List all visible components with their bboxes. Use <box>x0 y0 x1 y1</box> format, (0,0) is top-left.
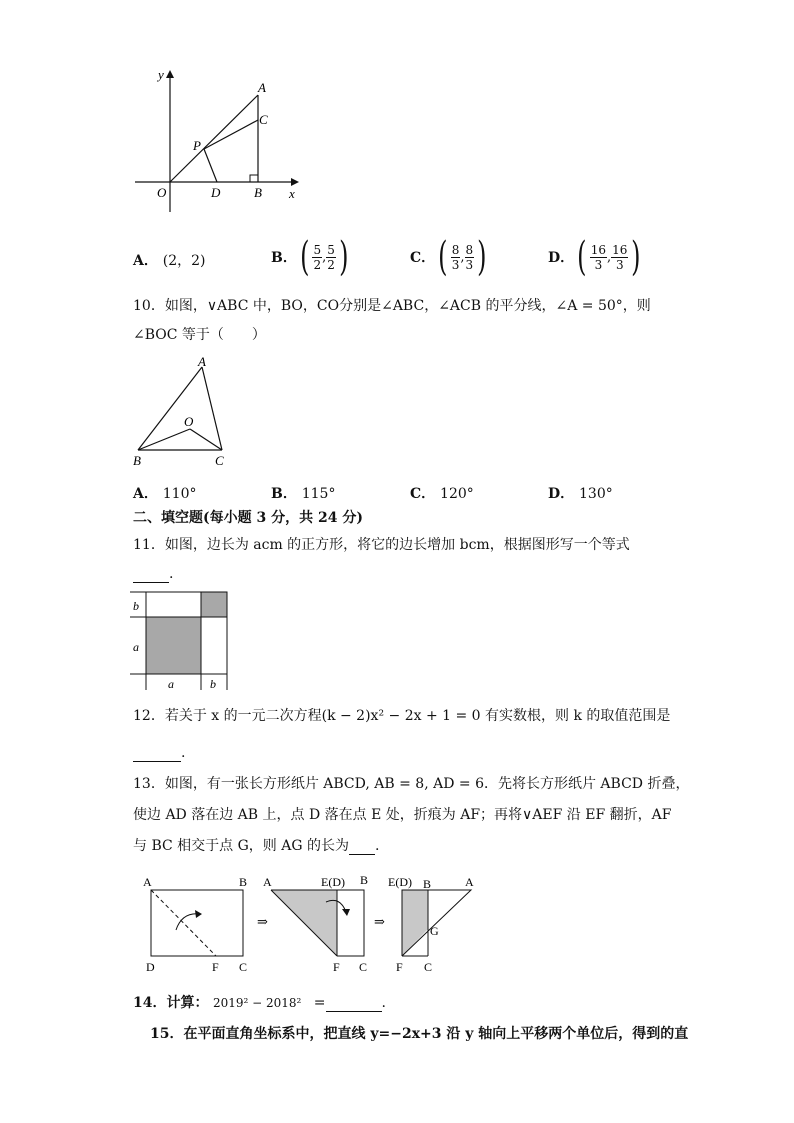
label-B: B <box>254 185 262 200</box>
q14-expression: 2019² − 2018² <box>212 996 302 1010</box>
label-ED: E(D) <box>388 875 412 889</box>
fraction: $\frac{16}{3}$ <box>612 242 628 272</box>
figure-q13-folding <box>138 868 483 980</box>
label-ED: E(D) <box>321 875 345 889</box>
label-D: D <box>211 185 221 200</box>
label-F: F <box>212 960 219 974</box>
option-letter: B． <box>271 250 297 266</box>
option-value: 110° <box>162 486 197 502</box>
label-A: A <box>198 355 206 369</box>
fraction: $\frac{5}{2}$ <box>313 242 322 272</box>
option-value: 115° <box>301 486 336 502</box>
answer-blank[interactable] <box>326 997 382 1012</box>
q9-option-d[interactable]: D． ( $\frac{16}{3}$ , $\frac{16}{3}$ ) <box>548 234 641 280</box>
period: . <box>169 566 174 582</box>
label-b-bottom: b <box>210 677 216 691</box>
q14-prefix: 14．计算： <box>133 995 209 1011</box>
option-value: 120° <box>440 486 474 502</box>
right-paren: ) <box>631 234 641 280</box>
x-axis-arrow <box>291 178 299 186</box>
label-A: A <box>143 875 152 889</box>
figure-q9-coordinate-diagram <box>125 62 315 222</box>
answer-blank[interactable] <box>133 747 181 762</box>
label-F: F <box>333 960 340 974</box>
shaded-small-square <box>201 592 227 617</box>
q10-option-c[interactable] <box>410 483 474 503</box>
y-axis-arrow <box>166 70 174 78</box>
label-C: C <box>259 112 268 127</box>
option-letter: B． <box>271 486 297 502</box>
label-B: B <box>133 453 141 468</box>
line-PC <box>204 120 258 149</box>
q10-option-d[interactable] <box>548 483 613 503</box>
q9-option-a[interactable] <box>133 250 206 270</box>
left-paren: ( <box>438 234 448 280</box>
q13-stem-line2: 使边 AD 落在边 AB 上，点 D 落在点 E 处，折痕为 AF；再将∨AEF 沿 EF 翻折，AF <box>133 807 672 823</box>
option-value: 130° <box>579 486 613 502</box>
q9-option-c[interactable]: C． ( $\frac{8}{3}$ , $\frac{8}{3}$ ) <box>410 234 487 280</box>
label-a-left: a <box>133 640 139 654</box>
q12-stem: 12．若关于 x 的一元二次方程(k − 2)x² − 2x + 1 = 0 有实数根，则 k 的取值范围是 <box>133 708 671 724</box>
label-A: A <box>263 875 272 889</box>
fraction: $\frac{5}{2}$ <box>327 242 335 272</box>
option-letter: A． <box>133 486 158 502</box>
label-b-left: b <box>133 599 139 613</box>
side-AC <box>202 367 222 450</box>
q10-option-a[interactable] <box>133 483 196 503</box>
q15-stem: 15．在平面直角坐标系中，把直线 y=−2x+3 沿 y 轴向上平移两个单位后，得到的直 <box>150 1026 689 1042</box>
fraction: $\frac{8}{3}$ <box>451 242 460 272</box>
shaded-quadrilateral <box>402 890 428 956</box>
label-C: C <box>239 960 248 974</box>
q10-stem-line1: 10．如图，∨ABC 中，BO，CO分别是∠ABC，∠ACB 的平分线，∠A = 50°，则 <box>133 298 651 314</box>
q11-stem: 11．如图，边长为 acm 的正方形，将它的边长增加 bcm，根据图形写一个等式 <box>133 537 630 553</box>
figure-q10-triangle <box>128 355 238 470</box>
label-B: B <box>239 875 248 889</box>
line-PD <box>204 149 217 182</box>
q13-stem-line3 <box>133 837 379 855</box>
label-A: A <box>258 80 266 95</box>
option-letter: D． <box>548 486 575 502</box>
answer-blank[interactable] <box>133 568 169 583</box>
label-C: C <box>215 453 224 468</box>
label-B: B <box>423 877 432 891</box>
figure-q11-squares <box>128 588 240 694</box>
left-paren: ( <box>577 234 587 280</box>
left-paren: ( <box>299 234 310 280</box>
option-letter: C． <box>410 250 436 266</box>
label-B: B <box>360 873 369 887</box>
label-F: F <box>396 960 403 974</box>
arrow-implies-2: ⇒ <box>374 914 385 929</box>
right-paren: ) <box>338 234 349 280</box>
option-value: (2，2) <box>162 253 206 269</box>
q11-answer-line <box>133 565 173 583</box>
equals-sign: = <box>313 995 326 1011</box>
fraction: $\frac{16}{3}$ <box>590 242 607 272</box>
label-G: G <box>430 924 439 938</box>
label-y: y <box>158 67 164 82</box>
arrow-implies-1: ⇒ <box>257 914 268 929</box>
q10-stem-line2: ∠BOC 等于（ ） <box>133 327 266 343</box>
label-A: A <box>465 875 474 889</box>
label-C: C <box>424 960 433 974</box>
period: . <box>375 838 380 854</box>
fraction: $\frac{8}{3}$ <box>465 242 474 272</box>
q13-line3-text: 与 BC 相交于点 G，则 AG 的长为 <box>133 838 349 854</box>
label-O: O <box>184 414 194 429</box>
option-letter: C． <box>410 486 436 502</box>
period: . <box>381 995 386 1011</box>
label-C: C <box>359 960 368 974</box>
label-x: x <box>289 186 295 201</box>
q10-option-b[interactable] <box>271 483 335 503</box>
answer-blank[interactable] <box>349 840 375 855</box>
option-letter: A． <box>133 253 158 269</box>
option-letter: D． <box>548 250 575 266</box>
label-D: D <box>146 960 155 974</box>
section-title-fill-in: 二、填空题(每小题 3 分，共 24 分) <box>133 510 363 526</box>
rectangle-ABCD <box>151 890 243 956</box>
label-a-bottom: a <box>168 677 174 691</box>
q13-stem-line1: 13．如图，有一张长方形纸片 ABCD, AB = 8, AD = 6．先将长方形纸片 ABCD 折叠， <box>133 776 690 792</box>
label-P: P <box>193 138 201 153</box>
q9-option-b[interactable]: B． ( $\frac{5}{2}$ , $\frac{5}{2}$ ) <box>271 234 349 280</box>
fold-line-AF <box>151 890 216 956</box>
q14-stem <box>133 994 386 1012</box>
label-O: O <box>157 185 167 200</box>
period: . <box>181 745 186 761</box>
right-paren: ) <box>477 234 487 280</box>
line-OA <box>170 95 258 182</box>
right-angle-mark <box>250 175 258 182</box>
q12-answer-line <box>133 744 185 762</box>
shaded-large-square <box>146 617 201 674</box>
